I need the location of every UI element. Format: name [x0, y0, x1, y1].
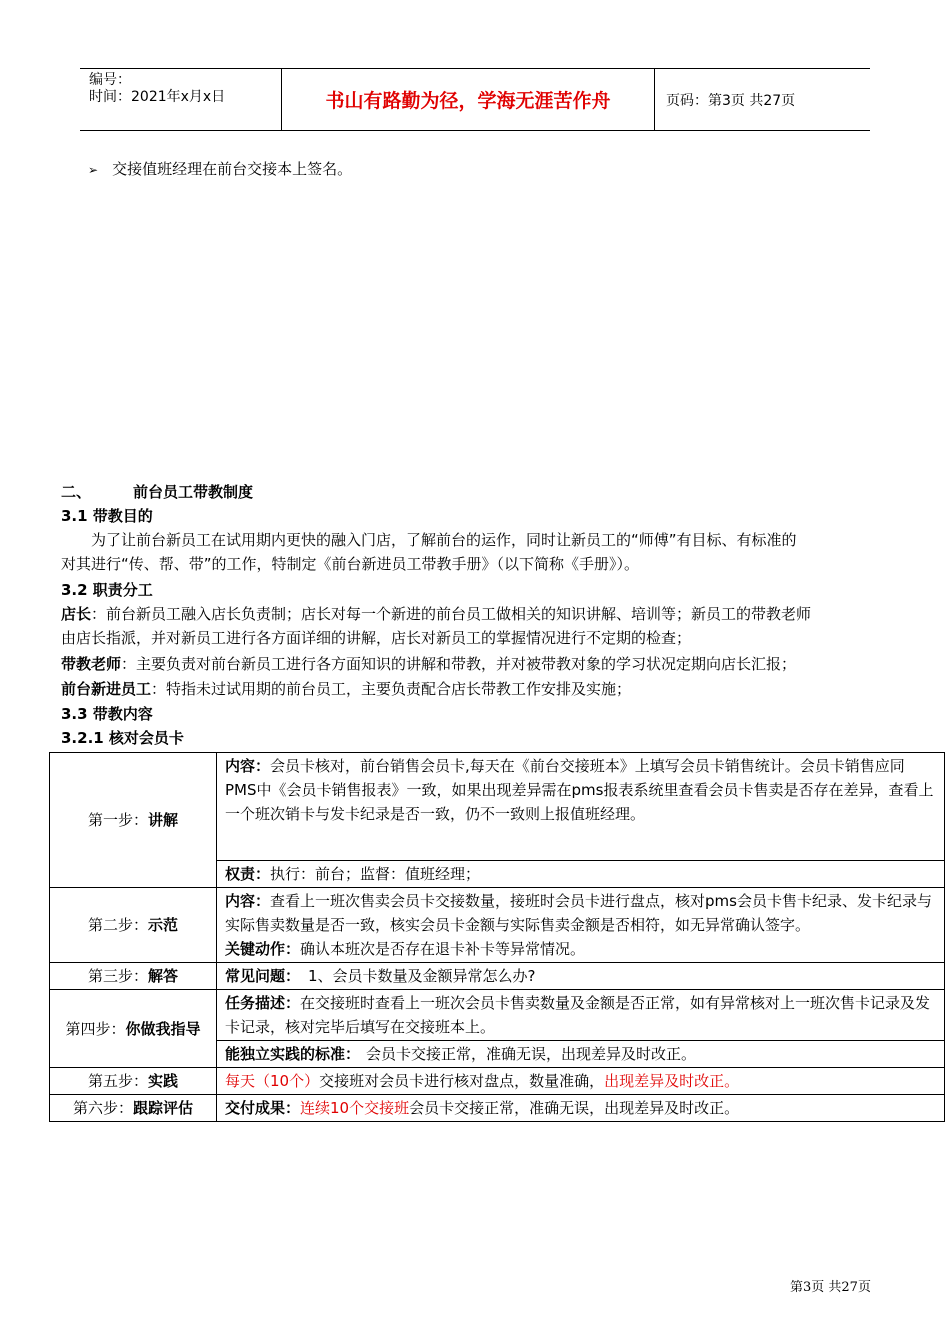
duty-teacher	[61, 652, 911, 676]
step1-content: 内容：会员卡核对，前台销售会员卡,每天在《前台交接班本》上填写会员卡销售统计。会员卡销售应同PMS中《会员卡销售报表》一致，如果出现差异需在pms报表系统里查看会员卡售卖是否存在差异，查看上一个班次销卡与发卡纪录是否一致，仍不一致则上报值班经理。	[217, 753, 945, 861]
page-header	[80, 68, 870, 131]
heading-3-3: 3.3 带教内容	[61, 705, 153, 723]
heading-3-2: 3.2 职责分工	[61, 581, 153, 599]
time-label: 时间：2021年x月x日	[89, 89, 226, 105]
table-row	[50, 990, 945, 1041]
manager-label: 店长	[61, 605, 92, 623]
table-row	[50, 753, 945, 861]
step3-content: 常见问题： 1、会员卡数量及金额异常怎么办?	[217, 963, 945, 990]
manager-line-1: ：前台新员工融入店长负责制；店长对每一个新进的前台员工做相关的知识讲解、培训等；新员工的带教老师	[91, 605, 812, 623]
number-label: 编号：	[89, 72, 131, 88]
bullet-text: 交接值班经理在前台交接本上签名。	[112, 160, 353, 178]
purpose-line-1: 为了让前台新员工在试用期内更快的融入门店，了解前台的运作，同时让新员工的“师傅”有目标、有标准的	[91, 531, 797, 549]
purpose-line-2: 对其进行“传、帮、带”的工作，特制定《前台新进员工带教手册》（以下简称《手册》）。	[61, 555, 640, 573]
table-row	[50, 1095, 945, 1122]
header-motto: 书山有路勤为径，学海无涯苦作舟	[282, 69, 655, 130]
step5-content: 每天（10个）交接班对会员卡进行核对盘点，数量准确，出现差异及时改正。	[217, 1068, 945, 1095]
newbie-label: 前台新进员工	[61, 680, 152, 698]
heading-3-2-1: 3.2.1 核对会员卡	[61, 729, 184, 747]
step-cell: 第四步：你做我指导	[50, 990, 217, 1068]
newbie-text: ：特指未过试用期的前台员工，主要负责配合店长带教工作安排及实施；	[151, 680, 632, 698]
bullet-item	[88, 158, 352, 179]
table-row	[50, 888, 945, 963]
step-cell: 第五步：实践	[50, 1068, 217, 1095]
duty-newbie	[61, 677, 911, 701]
step4-task: 任务描述：在交接班时查看上一班次会员卡售卖数量及金额是否正常，如有异常核对上一班次售卡记录及发卡记录，核对完毕后填写在交接班本上。	[217, 990, 945, 1041]
duty-manager	[61, 602, 911, 650]
header-page-number: 页码：第3页 共27页	[666, 92, 796, 109]
heading-3-1: 3.1 带教目的	[61, 507, 153, 525]
step4-standard: 能独立实践的标准： 会员卡交接正常，准确无误，出现差异及时改正。	[217, 1041, 945, 1068]
step-cell: 第一步：讲解	[50, 753, 217, 888]
step-cell: 第三步：解答	[50, 963, 217, 990]
teacher-label: 带教老师	[61, 655, 122, 673]
teacher-text: ：主要负责对前台新员工进行各方面知识的讲解和带教，并对被带教对象的学习状况定期向店长汇报；	[121, 655, 797, 673]
section-title-text: 前台员工带教制度	[133, 483, 254, 501]
step-cell: 第六步：跟踪评估	[50, 1095, 217, 1122]
training-steps-table	[49, 752, 945, 1122]
step2-content: 内容：查看上一班次售卖会员卡交接数量，接班时会员卡进行盘点，核对pms会员卡售卡纪录、发卡纪录与实际售卖数量是否一致，核实会员卡金额与实际售卖金额是否相符，如无异常确认签字。 关键动作：确认本班次是否存在退卡补卡等异常情况。	[217, 888, 945, 963]
manager-line-2: 由店长指派，并对新员工进行各方面详细的讲解，店长对新员工的掌握情况进行不定期的检查；	[61, 629, 692, 647]
page-footer: 第3页 共27页	[790, 1280, 871, 1295]
arrow-bullet-icon: ➢	[88, 163, 99, 177]
step6-content: 交付成果：连续10个交接班会员卡交接正常，准确无误，出现差异及时改正。	[217, 1095, 945, 1122]
header-meta	[80, 69, 282, 130]
purpose-paragraph	[61, 528, 911, 576]
table-row	[50, 1068, 945, 1095]
section-number: 二、	[61, 483, 92, 501]
step-cell: 第二步：示范	[50, 888, 217, 963]
step1-duty: 权责：执行：前台；监督：值班经理；	[217, 861, 945, 888]
section-title	[61, 480, 911, 504]
table-row	[50, 963, 945, 990]
